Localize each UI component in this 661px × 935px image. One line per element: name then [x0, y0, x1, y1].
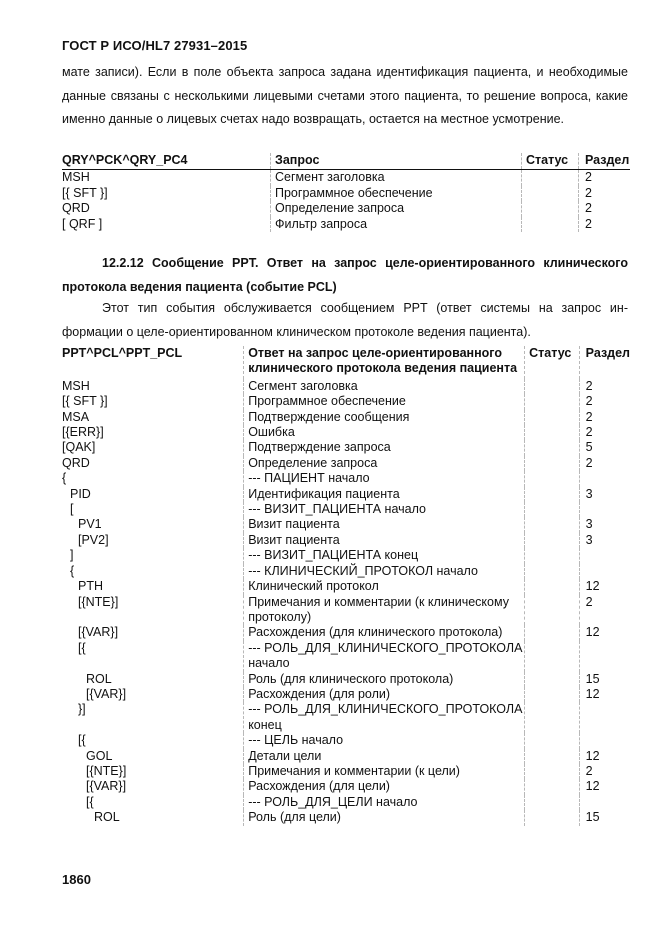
description-cell: Примечания и комментарии (к цели) — [244, 764, 525, 779]
segment-cell: GOL — [86, 748, 113, 763]
description-cell: --- ПАЦИЕНТ начало — [244, 471, 525, 486]
section-cell: 12 — [579, 749, 630, 764]
description-cell: Определение запроса — [271, 201, 522, 216]
column-header-description: Запрос — [271, 153, 522, 170]
description-cell: --- ЦЕЛЬ начало — [244, 733, 525, 748]
table-row — [62, 394, 630, 409]
description-cell: --- РОЛЬ_ДЛЯ_ЦЕЛИ начало — [244, 795, 525, 810]
description-cell: Подтверждение сообщения — [244, 410, 525, 425]
page-number: 1860 — [62, 872, 91, 887]
segment-cell: [{ SFT }] — [62, 394, 108, 409]
status-cell — [525, 579, 580, 594]
status-cell — [522, 186, 579, 201]
description-cell: Примечания и комментарии (к клиническому протоколу) — [244, 595, 525, 626]
segment-cell: [{ — [86, 794, 94, 809]
table-row — [62, 170, 630, 186]
table-row — [62, 548, 630, 563]
description-cell: Фильтр запроса — [271, 217, 522, 232]
segment-cell: PID — [70, 486, 91, 501]
section-cell: 12 — [579, 687, 630, 702]
section-paragraph: Этот тип события обслуживается сообщением PPT (ответ системы на запрос информации о целе-ориентированном клиническом протоколе ведения пациента). — [62, 301, 628, 339]
column-header-status: Статус — [525, 346, 580, 379]
column-header-description: Ответ на запрос целе-ориентированного клинического протокола ведения пациента — [244, 346, 525, 379]
segment-cell: [{ERR}] — [62, 425, 104, 440]
section-cell: 2 — [579, 425, 630, 440]
segment-cell: PV1 — [78, 517, 102, 532]
status-cell — [525, 733, 580, 748]
status-cell — [525, 749, 580, 764]
section-cell — [579, 502, 630, 517]
section-cell: 2 — [579, 410, 630, 425]
table-row — [62, 672, 630, 687]
description-cell: Определение запроса — [244, 456, 525, 471]
response-segment-table — [62, 346, 630, 826]
query-table-body — [62, 170, 630, 232]
status-cell — [525, 564, 580, 579]
section-cell: 12 — [579, 579, 630, 594]
description-cell: Сегмент заголовка — [244, 379, 525, 394]
table-row — [62, 379, 630, 394]
segment-cell: MSH — [62, 170, 90, 185]
segment-cell: ] — [70, 548, 74, 563]
segment-cell: [{ — [78, 733, 86, 748]
description-cell: Роль (для клинического протокола) — [244, 672, 525, 687]
status-cell — [525, 379, 580, 394]
table-row — [62, 487, 630, 502]
status-cell — [525, 625, 580, 640]
description-cell: --- РОЛЬ_ДЛЯ_КЛИНИЧЕСКОГО_ПРОТОКОЛА начало — [244, 641, 525, 672]
segment-cell: { — [70, 563, 75, 578]
segment-cell: { — [62, 471, 67, 486]
status-cell — [525, 795, 580, 810]
table-row — [62, 410, 630, 425]
section-cell — [579, 564, 630, 579]
status-cell — [525, 779, 580, 794]
section-cell: 2 — [579, 186, 631, 201]
section-cell — [579, 795, 630, 810]
column-header-section: Раздел — [579, 153, 631, 170]
segment-cell: QRD — [62, 201, 90, 216]
segment-cell: [QAK] — [62, 440, 96, 455]
section-cell: 2 — [579, 764, 630, 779]
segment-cell: [ QRF ] — [62, 216, 103, 231]
section-cell — [579, 641, 630, 672]
table-row — [62, 425, 630, 440]
description-cell: Сегмент заголовка — [271, 170, 522, 186]
table-header-row — [62, 153, 630, 170]
table-row — [62, 687, 630, 702]
table-row — [62, 186, 630, 201]
section-cell: 2 — [579, 201, 631, 216]
table-row — [62, 625, 630, 640]
section-heading: 12.2.12 Сообщение PPT. Ответ на запрос целе-ориентированного клинического протокола ведения пациента (событие PCL) — [62, 256, 628, 294]
section-cell: 3 — [579, 487, 630, 502]
description-cell: --- ВИЗИТ_ПАЦИЕНТА начало — [244, 502, 525, 517]
section-cell: 2 — [579, 456, 630, 471]
segment-cell: [{NTE}] — [86, 763, 127, 778]
segment-cell: ROL — [86, 671, 112, 686]
table-row — [62, 733, 630, 748]
description-cell: --- КЛИНИЧЕСКИЙ_ПРОТОКОЛ начало — [244, 564, 525, 579]
description-cell: Расхождения (для цели) — [244, 779, 525, 794]
column-header-status: Статус — [522, 153, 579, 170]
description-cell: Детали цели — [244, 749, 525, 764]
description-cell: Расхождения (для роли) — [244, 687, 525, 702]
section-cell: 2 — [579, 170, 631, 186]
description-cell: Клинический протокол — [244, 579, 525, 594]
section-cell: 3 — [579, 517, 630, 532]
description-cell: Расхождения (для клинического протокола) — [244, 625, 525, 640]
segment-cell: }] — [78, 702, 86, 717]
status-cell — [525, 672, 580, 687]
section-cell — [579, 702, 630, 733]
section-cell — [579, 733, 630, 748]
segment-cell: MSA — [62, 409, 90, 424]
table-row — [62, 595, 630, 626]
status-cell — [525, 687, 580, 702]
table-row — [62, 201, 630, 216]
table-header-row — [62, 346, 630, 379]
description-cell: --- РОЛЬ_ДЛЯ_КЛИНИЧЕСКОГО_ПРОТОКОЛА конец — [244, 702, 525, 733]
section-cell: 5 — [579, 440, 630, 455]
segment-cell: [{VAR}] — [78, 625, 119, 640]
table-row — [62, 579, 630, 594]
table-row — [62, 564, 630, 579]
table-row — [62, 795, 630, 810]
status-cell — [525, 487, 580, 502]
intro-paragraph: мате записи). Если в поле объекта запроса задана идентификация пациента, и необходимые данные связаны с несколькими лицевыми счетами этого пациента, то решение вопроса, какие именно данные о лицевых счетах надо возвращать, остается на местное усмотрение. — [62, 65, 628, 126]
table-row — [62, 533, 630, 548]
section-cell: 3 — [579, 533, 630, 548]
description-cell: Ошибка — [244, 425, 525, 440]
section-cell: 12 — [579, 625, 630, 640]
status-cell — [525, 702, 580, 733]
description-cell: Визит пациента — [244, 533, 525, 548]
status-cell — [525, 533, 580, 548]
response-table-body — [62, 379, 630, 826]
status-cell — [525, 440, 580, 455]
status-cell — [525, 471, 580, 486]
section-cell: 12 — [579, 779, 630, 794]
segment-cell: [ — [70, 502, 74, 517]
table-row — [62, 217, 630, 232]
segment-cell: PTH — [78, 579, 103, 594]
table-row — [62, 779, 630, 794]
description-cell: --- ВИЗИТ_ПАЦИЕНТА конец — [244, 548, 525, 563]
status-cell — [522, 217, 579, 232]
status-cell — [522, 201, 579, 216]
status-cell — [525, 548, 580, 563]
section-cell: 2 — [579, 217, 631, 232]
table-row — [62, 517, 630, 532]
status-cell — [525, 764, 580, 779]
segment-cell: [{NTE}] — [78, 594, 119, 609]
section-cell — [579, 471, 630, 486]
table-row — [62, 702, 630, 733]
table-row — [62, 749, 630, 764]
table-row — [62, 641, 630, 672]
status-cell — [525, 517, 580, 532]
column-header-message: PPT^PCL^PPT_PCL — [62, 346, 183, 360]
section-cell: 15 — [579, 672, 630, 687]
table-row — [62, 764, 630, 779]
segment-cell: [PV2] — [78, 532, 109, 547]
description-cell: Идентификация пациента — [244, 487, 525, 502]
segment-cell: [{ SFT }] — [62, 185, 108, 200]
description-cell: Подтверждение запроса — [244, 440, 525, 455]
status-cell — [525, 502, 580, 517]
section-cell: 15 — [579, 810, 630, 825]
status-cell — [525, 410, 580, 425]
column-header-section: Раздел — [579, 346, 630, 379]
table-row — [62, 471, 630, 486]
section-cell: 2 — [579, 595, 630, 626]
status-cell — [525, 394, 580, 409]
segment-cell: ROL — [94, 810, 120, 825]
table-row — [62, 810, 630, 825]
status-cell — [525, 425, 580, 440]
query-segment-table — [62, 153, 630, 232]
description-cell: Роль (для цели) — [244, 810, 525, 825]
status-cell — [525, 456, 580, 471]
description-cell: Программное обеспечение — [271, 186, 522, 201]
column-header-message: QRY^PCK^QRY_PC4 — [62, 153, 271, 170]
section-cell: 2 — [579, 394, 630, 409]
segment-cell: QRD — [62, 455, 90, 470]
description-cell: Визит пациента — [244, 517, 525, 532]
table-row — [62, 456, 630, 471]
segment-cell: [{VAR}] — [86, 686, 127, 701]
segment-cell: [{VAR}] — [86, 779, 127, 794]
status-cell — [525, 641, 580, 672]
segment-cell: [{ — [78, 640, 86, 655]
page-header: ГОСТ Р ИСО/HL7 27931–2015 — [62, 38, 248, 53]
status-cell — [522, 170, 579, 186]
status-cell — [525, 595, 580, 626]
section-cell — [579, 548, 630, 563]
table-row — [62, 502, 630, 517]
section-cell: 2 — [579, 379, 630, 394]
description-cell: Программное обеспечение — [244, 394, 525, 409]
status-cell — [525, 810, 580, 825]
table-row — [62, 440, 630, 455]
segment-cell: MSH — [62, 378, 90, 393]
